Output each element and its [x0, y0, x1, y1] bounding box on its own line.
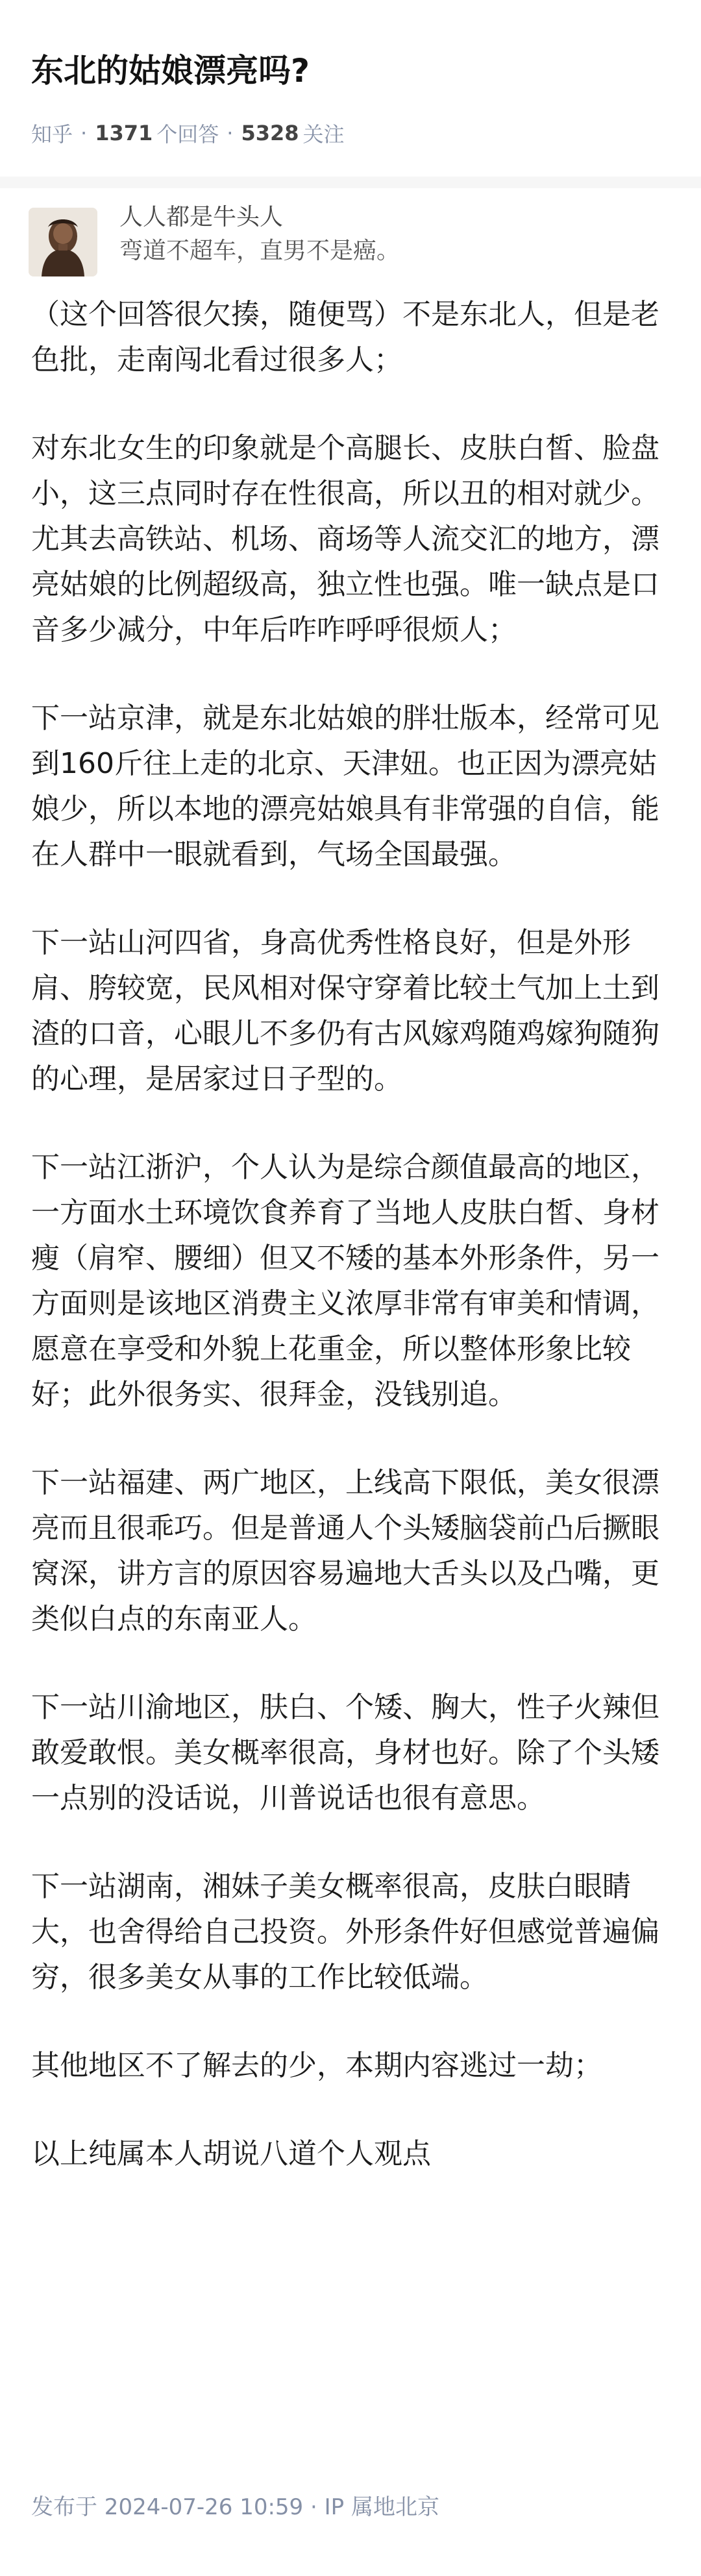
answer-paragraph: 下一站福建、两广地区，上线高下限低，美女很漂亮而且很乖巧。但是普通人个头矮脑袋前凸后撅眼窝深，讲方言的原因容易遍地大舌头以及凸嘴，更类似白点的东南亚人。: [31, 1466, 659, 1636]
answer-content: [31, 292, 674, 2220]
answer-paragraph: 对东北女生的印象就是个高腿长、皮肤白皙、脸盘小，这三点同时存在性很高，所以丑的相对就少。尤其去高铁站、机场、商场等人流交汇的地方，漂亮姑娘的比例超级高，独立性也强。唯一缺点是口音多少减分，中年后咋咋呼呼很烦人；: [31, 432, 659, 646]
answer-paragraph: 下一站京津，就是东北姑娘的胖壮版本，经常可见到160斤往上走的北京、天津妞。也正因为漂亮姑娘少，所以本地的漂亮姑娘具有非常强的自信，能在人群中一眼就看到，气场全国最强。: [31, 702, 659, 871]
answer-paragraph: 下一站川渝地区，肤白、个矮、胸大，性子火辣但敢爱敢恨。美女概率很高，身材也好。除了个头矮一点别的没话说，川普说话也很有意思。: [31, 1691, 659, 1815]
question-meta: [31, 116, 345, 151]
answer-count-label: 个回答: [156, 122, 219, 147]
answer-paragraph: 下一站江浙沪，个人认为是综合颜值最高的地区，一方面水土环境饮食养育了当地人皮肤白皙、身材瘦（肩窄、腰细）但又不矮的基本外形条件，另一方面则是该地区消费主义浓厚非常有审美和情调，愿意在享受和外貌上花重金，所以整体形象比较好；此外很务实、很拜金，没钱别追。: [31, 1151, 659, 1411]
section-divider: [0, 177, 701, 188]
answer-paragraph: 下一站湖南，湘妹子美女概率很高，皮肤白眼睛大，也舍得给自己投资。外形条件好但感觉普遍偏穷，很多美女从事的工作比较低端。: [31, 1870, 659, 1994]
question-header: [0, 0, 701, 177]
answer-paragraph: （这个回答很欠揍，随便骂）不是东北人，但是老色批，走南闯北看过很多人；: [31, 298, 659, 376]
avatar-image: [29, 208, 97, 276]
author-headline: 弯道不超车，直男不是癌。: [119, 238, 400, 264]
source-label: 知乎: [31, 122, 73, 147]
question-title[interactable]: 东北的姑娘漂亮吗?: [31, 52, 310, 90]
follower-count-label: 关注: [302, 122, 345, 147]
meta-separator: ·: [227, 121, 234, 145]
author-name[interactable]: 人人都是牛头人: [119, 204, 284, 230]
answer-paragraph: 以上纯属本人胡说八道个人观点: [31, 2137, 431, 2170]
answer-paragraph: 下一站山河四省，身高优秀性格良好，但是外形肩、胯较宽，民风相对保守穿着比较土气加上土到渣的口音，心眼儿不多仍有古风嫁鸡随鸡嫁狗随狗的心理，是居家过日子型的。: [31, 926, 659, 1096]
answer-count: 1371: [95, 121, 153, 145]
publish-info: 发布于 2024-07-26 10:59 · IP 属地北京: [31, 2494, 439, 2520]
meta-separator: ·: [80, 121, 88, 145]
author-info: [0, 188, 701, 292]
avatar-photo-icon[interactable]: [29, 208, 97, 276]
answer-paragraph: 其他地区不了解去的少，本期内容逃过一劫；: [31, 2049, 602, 2082]
follower-count: 5328: [241, 121, 299, 145]
